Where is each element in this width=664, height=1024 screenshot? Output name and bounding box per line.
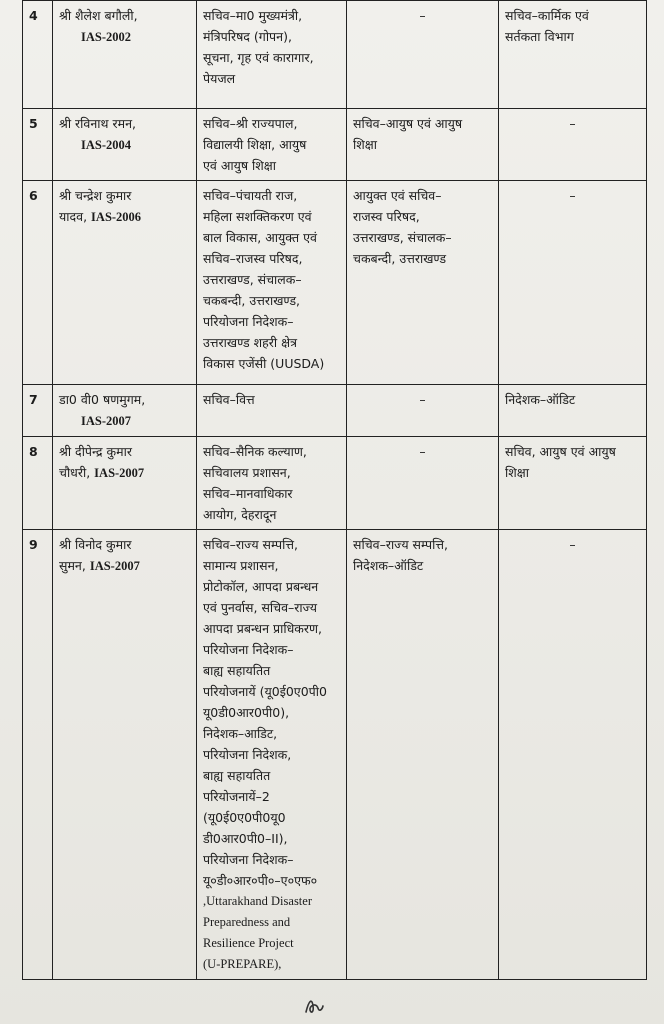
col4-posting-line: शिक्षा <box>353 137 377 152</box>
col5-posting-line: – <box>569 537 576 552</box>
current-posting-line: सचिव–मा0 मुख्यमंत्री, <box>203 8 303 23</box>
officer-name: डा0 वी0 षणमुगम, <box>59 392 146 407</box>
officer-name-cont: यादव, <box>59 209 88 224</box>
current-posting-line: यू0डी0आर0पी0), <box>203 705 290 720</box>
ias-batch: IAS-2007 <box>89 559 140 573</box>
officer-batch-line <box>59 206 190 228</box>
current-posting-line: डी0आर0पी0–II), <box>203 831 288 846</box>
current-posting-line: परियोजनायें (यू0ई0ए0पी0 <box>203 684 327 699</box>
col4-posting-line: सचिव–आयुष एवं आयुष <box>353 116 463 131</box>
current-posting-line: प्रोटोकॉल, आपदा प्रबन्धन <box>203 579 319 594</box>
col4-posting-line: चकबन्दी, उत्तराखण्ड <box>353 251 447 266</box>
current-posting-line: उत्तराखण्ड, संचालक– <box>203 272 302 287</box>
col5-posting-line: – <box>569 188 576 203</box>
serial-number: 8 <box>23 437 53 530</box>
current-posting-line: आयोग, देहरादून <box>203 507 277 522</box>
col5-posting-line: सचिव–कार्मिक एवं <box>505 8 589 23</box>
officer-name: श्री दीपेन्द्र कुमार <box>59 444 132 459</box>
current-posting-line: उत्तराखण्ड शहरी क्षेत्र <box>203 335 297 350</box>
serial-number: 7 <box>23 385 53 437</box>
current-posting-line: मंत्रिपरिषद (गोपन), <box>203 29 292 44</box>
current-posting-line: (U-PREPARE), <box>203 957 282 971</box>
current-posting-line: यू०डी०आर०पी०–ए०एफ० <box>203 873 318 888</box>
officer-batch-line <box>59 462 190 484</box>
current-posting-line: विद्यालयी शिक्षा, आयुष <box>203 137 307 152</box>
serial-number: 5 <box>23 109 53 181</box>
officer-batch-line <box>59 134 190 156</box>
current-posting-line: विकास एजेंसी (UUSDA) <box>203 356 325 371</box>
serial-number: 6 <box>23 181 53 385</box>
current-posting-line: चकबन्दी, उत्तराखण्ड, <box>203 293 301 308</box>
current-posting-cell <box>197 1 347 109</box>
current-posting-line: सूचना, गृह एवं कारागार, <box>203 50 314 65</box>
officer-name-cell <box>53 385 197 437</box>
current-posting-cell <box>197 109 347 181</box>
current-posting-cell <box>197 385 347 437</box>
current-posting-line: परियोजना निदेशक, <box>203 747 292 762</box>
table-row <box>23 530 647 980</box>
current-posting-cell <box>197 181 347 385</box>
officer-name: श्री रविनाथ रमन, <box>59 116 136 131</box>
current-posting-line: सचिव–राजस्व परिषद, <box>203 251 303 266</box>
current-posting-line: परियोजनायें–2 <box>203 789 270 804</box>
current-posting-line: सचिव–राज्य सम्पत्ति, <box>203 537 298 552</box>
col4-posting-line: आयुक्त एवं सचिव– <box>353 188 442 203</box>
col4-posting-line: – <box>419 444 426 459</box>
serial-number: 9 <box>23 530 53 980</box>
ias-batch: IAS-2007 <box>81 414 132 428</box>
table-row <box>23 437 647 530</box>
serial-number: 4 <box>23 1 53 109</box>
col5-posting-cell <box>499 385 647 437</box>
current-posting-line: सचिव–श्री राज्यपाल, <box>203 116 298 131</box>
col5-posting-line: शिक्षा <box>505 465 529 480</box>
officer-name-cont: चौधरी, <box>59 465 91 480</box>
officer-name-cont: सुमन, <box>59 558 86 573</box>
col4-posting-line: – <box>419 8 426 23</box>
ias-batch: IAS-2007 <box>94 466 145 480</box>
officer-batch-line <box>59 555 190 577</box>
col4-posting-cell <box>347 530 499 980</box>
col5-posting-cell <box>499 109 647 181</box>
current-posting-cell <box>197 437 347 530</box>
signature-mark <box>300 992 328 1020</box>
current-posting-line: आपदा प्रबन्धन प्राधिकरण, <box>203 621 323 636</box>
current-posting-line: निदेशक–आडिट, <box>203 726 278 741</box>
col5-posting-line: निदेशक–ऑडिट <box>505 392 576 407</box>
col5-posting-line: सचिव, आयुष एवं आयुष <box>505 444 616 459</box>
col4-posting-cell <box>347 1 499 109</box>
table-row <box>23 385 647 437</box>
current-posting-line: सचिव–मानवाधिकार <box>203 486 293 501</box>
col4-posting-line: उत्तराखण्ड, संचालक– <box>353 230 452 245</box>
col4-posting-line: सचिव–राज्य सम्पत्ति, <box>353 537 448 552</box>
current-posting-line: सचिव–वित्त <box>203 392 255 407</box>
current-posting-line: सचिव–पंचायती राज, <box>203 188 298 203</box>
current-posting-line: बाह्य सहायतित <box>203 768 271 783</box>
ias-batch: IAS-2004 <box>81 138 132 152</box>
current-posting-line: Preparedness and <box>203 915 291 929</box>
current-posting-line: बाह्य सहायतित <box>203 663 271 678</box>
current-posting-line: ,Uttarakhand Disaster <box>203 894 312 908</box>
col4-posting-line: राजस्व परिषद, <box>353 209 420 224</box>
ias-batch: IAS-2006 <box>91 210 142 224</box>
col5-posting-cell <box>499 530 647 980</box>
current-posting-line: महिला सशक्तिकरण एवं <box>203 209 312 224</box>
officer-name-cell <box>53 437 197 530</box>
current-posting-line: Resilience Project <box>203 936 294 950</box>
officer-name-cell <box>53 181 197 385</box>
table-row <box>23 1 647 109</box>
officer-batch-line <box>59 26 190 48</box>
current-posting-line: एवं आयुष शिक्षा <box>203 158 276 173</box>
officer-name-cell <box>53 530 197 980</box>
col5-posting-line: – <box>569 116 576 131</box>
col4-posting-cell <box>347 181 499 385</box>
current-posting-line: सचिव–सैनिक कल्याण, <box>203 444 307 459</box>
officer-name: श्री चन्द्रेश कुमार <box>59 188 132 203</box>
col5-posting-cell <box>499 1 647 109</box>
officer-name: श्री शैलेश बगौली, <box>59 8 138 23</box>
col5-posting-cell <box>499 181 647 385</box>
table-row <box>23 109 647 181</box>
current-posting-line: सचिवालय प्रशासन, <box>203 465 291 480</box>
col4-posting-line: – <box>419 392 426 407</box>
officer-batch-line <box>59 410 190 432</box>
officer-name-cell <box>53 109 197 181</box>
current-posting-line: एवं पुनर्वास, सचिव–राज्य <box>203 600 318 615</box>
col5-posting-cell <box>499 437 647 530</box>
current-posting-line: परियोजना निदेशक– <box>203 852 294 867</box>
col4-posting-line: निदेशक–ऑडिट <box>353 558 424 573</box>
col4-posting-cell <box>347 385 499 437</box>
officer-name: श्री विनोद कुमार <box>59 537 132 552</box>
current-posting-line: पेयजल <box>203 71 236 86</box>
officer-name-cell <box>53 1 197 109</box>
officers-table <box>22 0 647 980</box>
current-posting-cell <box>197 530 347 980</box>
col4-posting-cell <box>347 437 499 530</box>
current-posting-line: सामान्य प्रशासन, <box>203 558 279 573</box>
col5-posting-line: सर्तकता विभाग <box>505 29 574 44</box>
current-posting-line: परियोजना निदेशक– <box>203 314 294 329</box>
table-row <box>23 181 647 385</box>
current-posting-line: परियोजना निदेशक– <box>203 642 294 657</box>
current-posting-line: बाल विकास, आयुक्त एवं <box>203 230 317 245</box>
ias-batch: IAS-2002 <box>81 30 132 44</box>
current-posting-line: (यू0ई0ए0पी0यू0 <box>203 810 286 825</box>
col4-posting-cell <box>347 109 499 181</box>
